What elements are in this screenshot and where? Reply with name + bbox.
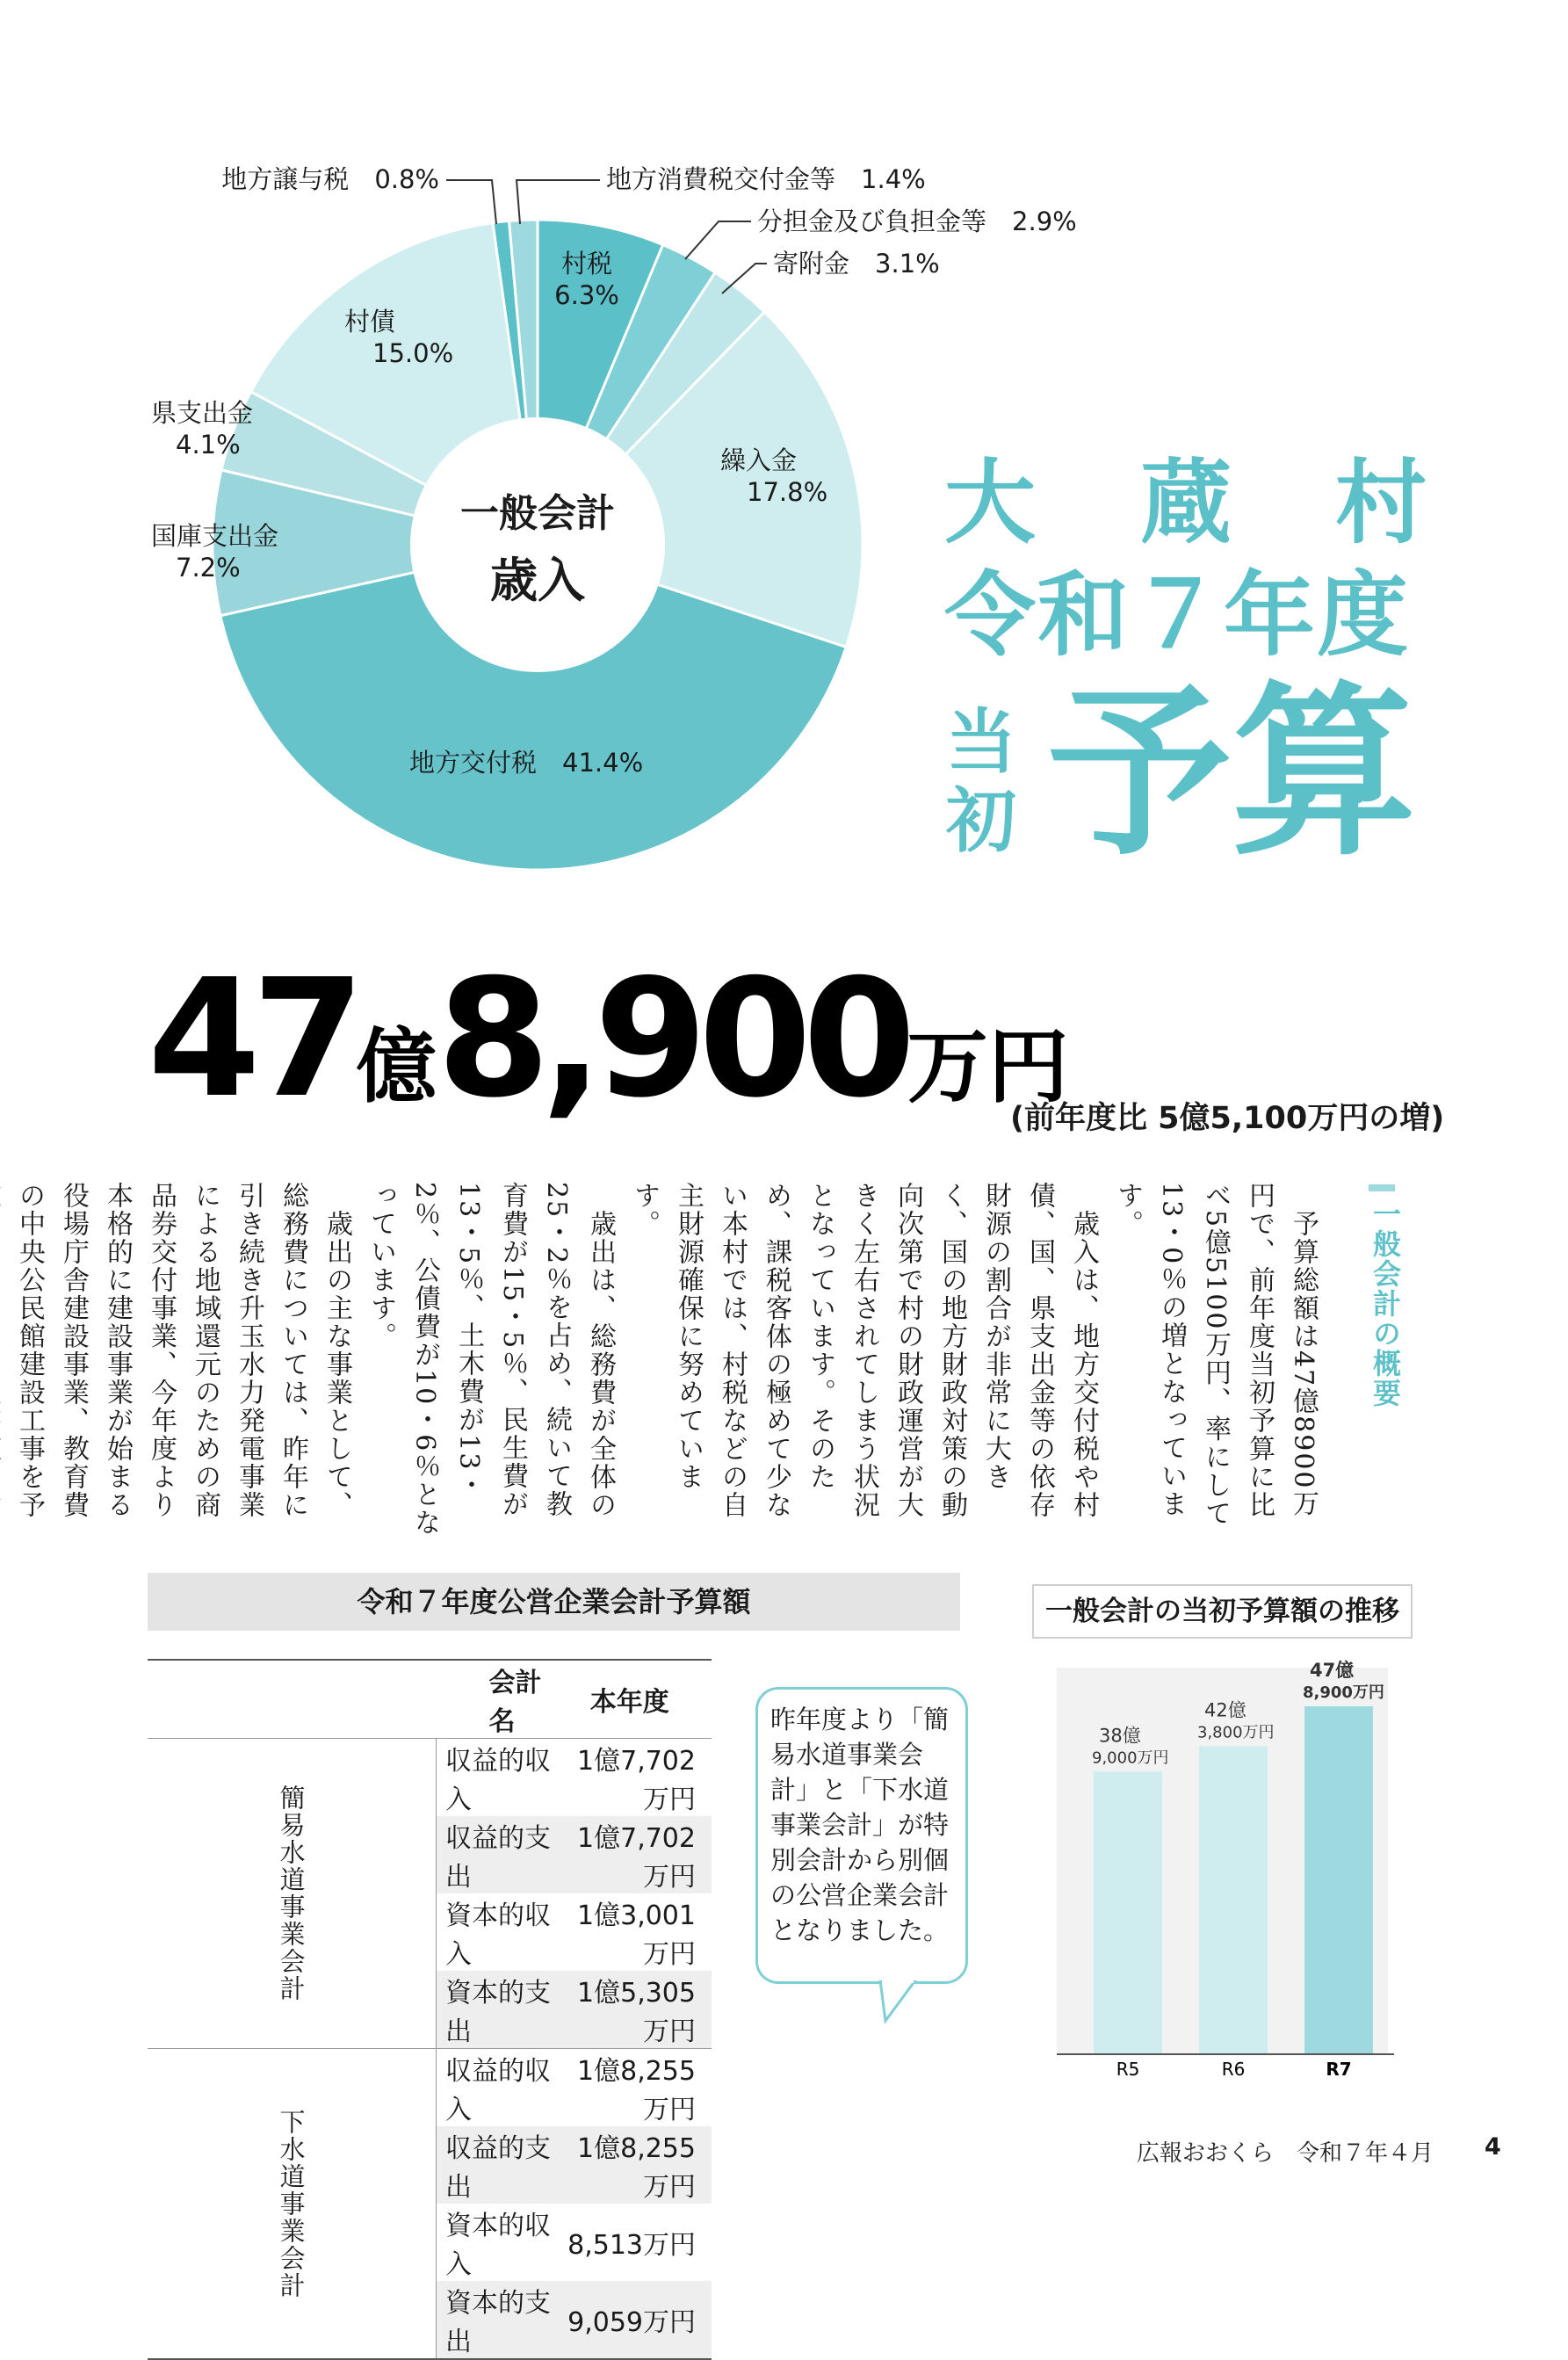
row-item: 資本的収入 — [445, 2211, 551, 2280]
pie-label-jouyo: 地方譲与税 0.8% — [221, 164, 439, 194]
row-item: 資本的支出 — [437, 1971, 557, 2049]
row-amount: 1億3,001万円 — [577, 1900, 696, 1970]
pie-label-buntankin: 分担金及び負担金等 2.9% — [757, 206, 1077, 236]
page-number: 4 — [1485, 2133, 1501, 2161]
donut-center-line1: 一般会計 — [460, 491, 615, 536]
footer-publication: 広報おおくら 令和７年４月 — [1137, 2140, 1434, 2167]
title-budget: 予算 — [1047, 665, 1417, 880]
trend-bar-R6 — [1199, 1747, 1268, 2055]
trend-category-label: R6 — [1221, 2059, 1246, 2080]
trend-bar-label-top: 42億 — [1204, 1699, 1246, 1721]
trend-category-label: R7 — [1326, 2059, 1352, 2080]
trend-bar-R5 — [1094, 1771, 1162, 2054]
pie-label-sonzei: 村税 6.3% — [554, 249, 619, 310]
leader-line-jouyo — [446, 180, 496, 224]
donut-center-line2: 歳入 — [490, 553, 585, 608]
row-item: 収益的収入 — [445, 2056, 551, 2125]
title-village-char-1: 大 — [944, 449, 1037, 556]
enterprise-table-title: 令和７年度公営企業会計予算額 — [148, 1573, 960, 1631]
col-header-amount: 本年度 — [589, 1687, 669, 1718]
pie-label-shouhizei: 地方消費税交付金等 1.4% — [606, 164, 926, 194]
row-item: 資本的支出 — [437, 2281, 557, 2359]
overview-heading-mark — [1369, 1184, 1395, 1191]
row-amount: 1億7,702万円 — [556, 1816, 712, 1893]
enterprise-budget-table — [148, 1659, 712, 2360]
row-amount: 1億5,305万円 — [556, 1971, 712, 2049]
row-item: 資本的収入 — [445, 1900, 551, 1970]
pie-label-sonsai: 村債 15.0% — [344, 307, 454, 368]
row-amount: 1億7,702万円 — [577, 1746, 696, 1815]
overview-body: 予算総額は47億8900万円で、前年度当初予算に比べ5億5100万円、率にして13・0％の増となっています。 歳入は、地方交付税や村債、国、県支出金等の依存財源の割合が非常に大きく、国の地方財政対策の動向次第で村の財政運営が大きく左右されてしまう状況となっています。そのため、課税客体の極めて少ない本村では、村税などの自主財源確保に努めています。 歳出は、総務費が全体の25・2％を占め、続いて教育費が15・5％、民生費が13・5％、土木費が13・2％、公債費が10・6％となっています。 歳出の主な事業として、総務費については、昨年に引き続き升玉水力発電事業による地域還元のための商品券交付事業、今年度より本格的に建設事業が始まる役場庁舎建設事業、教育費の中央公民館建設工事を予 — [14, 1182, 1319, 1538]
budget-comparison: (前年度比 5億5,100万円の増) — [1010, 1101, 1445, 1136]
col-header-name: 会計名 — [488, 1668, 542, 1737]
overview-heading: 一般会計の概要 — [1369, 1199, 1402, 1408]
pie-label-kuriire: 繰入金 17.8% — [720, 445, 828, 507]
title-village-char-3: 村 — [1335, 449, 1427, 556]
trend-bar-label-top: 38億 — [1099, 1725, 1141, 1747]
table-row — [148, 2049, 712, 2127]
trend-chart-title: 一般会計の当初予算額の推移 — [1032, 1584, 1413, 1639]
row-item: 収益的支出 — [437, 1816, 557, 1893]
trend-bar-chart — [1050, 1643, 1401, 2082]
trend-bar-label-top: 47億 — [1310, 1660, 1355, 1681]
note-speech-bubble — [755, 1687, 968, 1984]
table-row — [148, 1739, 712, 1817]
speech-bubble-tail — [878, 1980, 922, 2024]
pie-label-kokko: 国庫支出金 7.2% — [151, 521, 279, 583]
trend-bar-label-bottom: 9,000万円 — [1092, 1748, 1169, 1768]
title-village-char-2: 蔵 — [1140, 449, 1232, 556]
row-item: 収益的支出 — [437, 2126, 557, 2204]
group-label-water: 簡易水道事業会計 — [148, 1739, 437, 2049]
pie-label-kifukin: 寄附金 3.1% — [773, 249, 940, 279]
trend-bar-R7 — [1304, 1706, 1373, 2054]
trend-category-label: R5 — [1116, 2059, 1140, 2080]
pie-label-koufuzei: 地方交付税 41.4% — [409, 748, 644, 778]
trend-bar-label-bottom: 8,900万円 — [1303, 1683, 1384, 1702]
total-budget-amount: 47億8,900万円 — [148, 944, 1069, 1133]
trend-bar-label-bottom: 3,800万円 — [1197, 1723, 1275, 1742]
title-small-char-2: 初 — [946, 780, 1016, 862]
pie-label-ken: 県支出金 4.1% — [151, 398, 254, 460]
row-item: 収益的収入 — [445, 1746, 551, 1815]
leader-line-shouhizei — [517, 180, 600, 224]
leader-line-buntankin — [685, 221, 751, 259]
title-small-char-1: 当 — [946, 701, 1016, 783]
note-text: 昨年度より「簡易水道事業会計」と「下水道事業会計」が特別会計から別個の公営企業会計となりました。 — [770, 1705, 950, 1945]
group-label-sewer: 下水道事業会計 — [148, 2049, 437, 2360]
title-fiscal-year: 令和７年度 — [944, 561, 1411, 669]
row-amount: 1億8,255万円 — [556, 2126, 712, 2204]
row-amount: 9,059万円 — [556, 2281, 712, 2359]
row-amount: 1億8,255万円 — [577, 2056, 696, 2125]
row-amount: 8,513万円 — [567, 2230, 696, 2261]
